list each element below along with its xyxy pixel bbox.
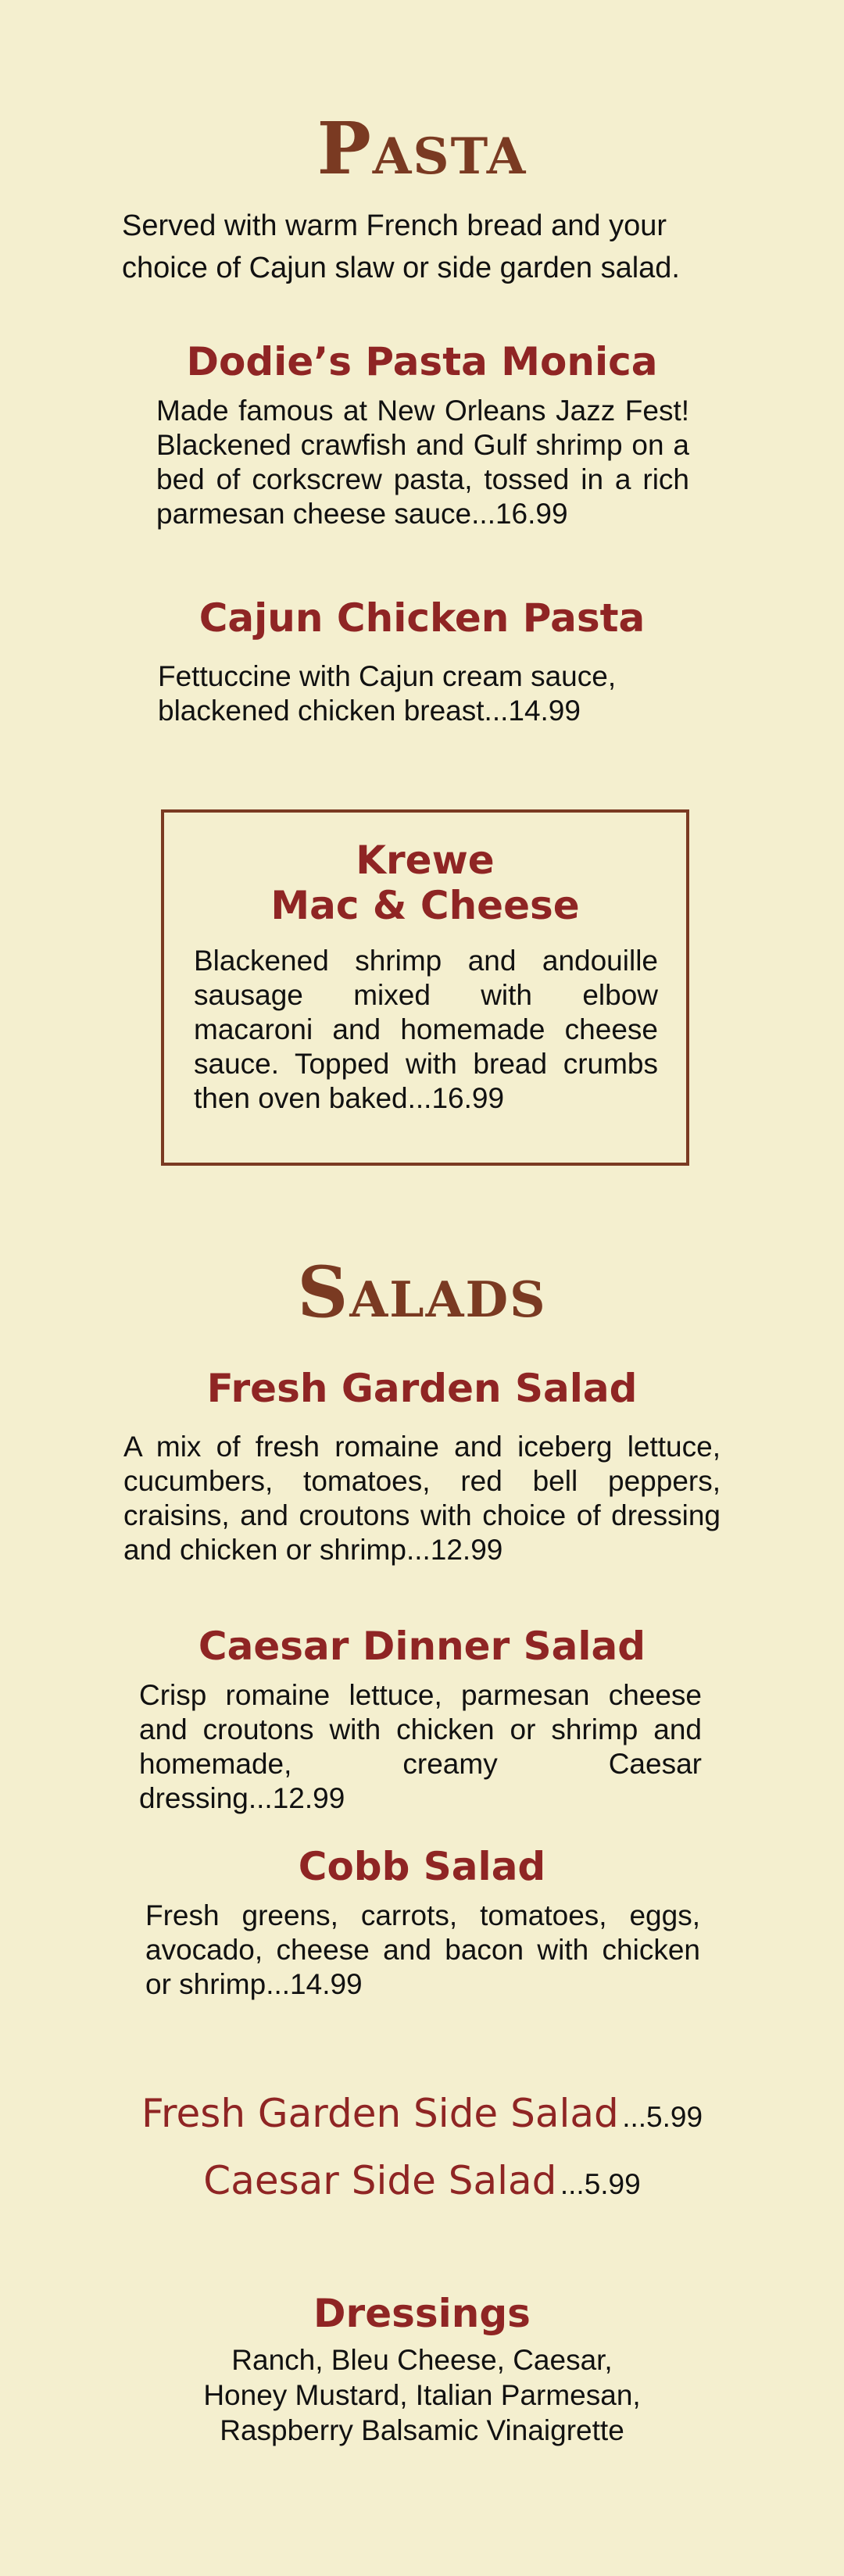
dressings-line: Honey Mustard, Italian Parmesan, xyxy=(203,2379,641,2411)
salads-heading: Salads xyxy=(297,1251,547,1334)
dressings-title: Dressings xyxy=(313,2291,531,2336)
item-description-pasta-monica: Made famous at New Orleans Jazz Fest! Blackened crawfish and Gulf shrimp on a bed of corkscrew pasta, tossed in a rich parmesan cheese sauce...16.99 xyxy=(156,395,689,530)
featured-item-description: Blackened shrimp and andouille sausage mixed with elbow macaroni and homemade cheese sauce. Topped with bread crumbs then oven baked...16.99 xyxy=(194,945,658,1114)
side-item-price: ...5.99 xyxy=(622,2101,703,2133)
item-title-caesar-dinner-salad: Caesar Dinner Salad xyxy=(198,1624,646,1669)
side-item-name: Caesar Side Salad xyxy=(203,2158,557,2203)
item-description-cajun-chicken-pasta: Fettuccine with Cajun cream sauce, blackened chicken breast...14.99 xyxy=(158,660,617,727)
side-item-caesar xyxy=(0,2158,844,2203)
dressings-line: Ranch, Bleu Cheese, Caesar, xyxy=(231,2344,613,2376)
item-title-cajun-chicken-pasta: Cajun Chicken Pasta xyxy=(198,595,646,641)
side-item-price: ...5.99 xyxy=(560,2168,641,2200)
featured-item-title-line1: Krewe xyxy=(356,838,495,883)
pasta-intro: Served with warm French bread and your choice of Cajun slaw or side garden salad. xyxy=(122,209,680,284)
item-description-caesar-dinner-salad: Crisp romaine lettuce, parmesan cheese and croutons with chicken or shrimp and homemade, creamy Caesar dressing...12.99 xyxy=(139,1679,702,1814)
item-title-cobb-salad: Cobb Salad xyxy=(298,1844,546,1889)
featured-item-title-line2: Mac & Cheese xyxy=(270,883,580,928)
item-title-fresh-garden-salad: Fresh Garden Salad xyxy=(206,1366,638,1411)
item-description-fresh-garden-salad: A mix of fresh romaine and iceberg lettuce, cucumbers, tomatoes, red bell peppers, craisins, and croutons with choice of dressing and chicken or shrimp...12.99 xyxy=(123,1431,721,1566)
side-item-fresh-garden xyxy=(0,2091,844,2136)
side-item-name: Fresh Garden Side Salad xyxy=(141,2091,619,2136)
dressings-line: Raspberry Balsamic Vinaigrette xyxy=(220,2414,624,2446)
item-title-pasta-monica: Dodie’s Pasta Monica xyxy=(186,339,658,384)
dressings-list xyxy=(0,2342,844,2448)
item-description-cobb-salad: Fresh greens, carrots, tomatoes, eggs, avocado, cheese and bacon with chicken or shrimp...14.99 xyxy=(145,1899,700,2000)
pasta-heading: Pasta xyxy=(316,106,528,191)
